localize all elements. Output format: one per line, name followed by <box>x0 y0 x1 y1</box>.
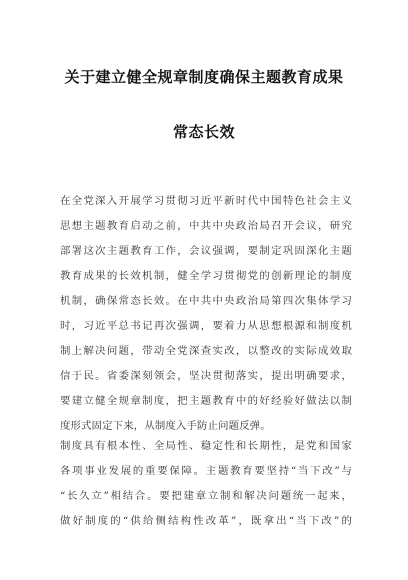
paragraph-line: 各项事业发展的重要保障。主题教育要坚持“当下改”与 <box>60 465 352 477</box>
paragraph-line: 要建立健全规章制度，把主题教育中的好经验好做法以制 <box>60 395 352 407</box>
document-title-line-2: 常态长效 <box>172 123 235 141</box>
paragraph-line: 思想主题教育启动之前，中共中央政治局召开会议，研究 <box>60 220 352 232</box>
paragraph-line: 在全党深入开展学习贯彻习近平新时代中国特色社会主义 <box>60 195 352 207</box>
paragraph-line: 度形式固定下来，从制度入手防止问题反弹。 <box>60 420 271 432</box>
paragraph-line: 制度具有根本性、全局性、稳定性和长期性，是党和国家 <box>60 440 352 452</box>
paragraph-line: “长久立”相结合。要把建章立制和解决问题统一起来， <box>60 490 352 502</box>
paragraph-line: 制上解决问题，带动全党深查实改，以整改的实际成效取 <box>60 345 352 357</box>
paragraph-line: 信于民。省委深刻领会，坚决贯彻落实，提出明确要求， <box>60 370 352 382</box>
paragraph-line: 做好制度的“供给侧结构性改革”，既拿出“当下改”的 <box>60 515 352 527</box>
paragraph-line: 时，习近平总书记再次强调，要着力从思想根源和制度机 <box>60 320 352 332</box>
paragraph-line: 机制，确保常态长效。在中共中央政治局第四次集体学习 <box>60 295 352 307</box>
document-title-line-1: 关于建立健全规章制度确保主题教育成果 <box>64 68 344 86</box>
paragraph-line: 教育成果的长效机制，健全学习贯彻党的创新理论的制度 <box>60 270 352 282</box>
paragraph-1 <box>60 189 352 439</box>
paragraph-2 <box>60 434 352 534</box>
paragraph-line: 部署这次主题教育工作，会议强调，要制定巩固深化主题 <box>60 245 352 257</box>
